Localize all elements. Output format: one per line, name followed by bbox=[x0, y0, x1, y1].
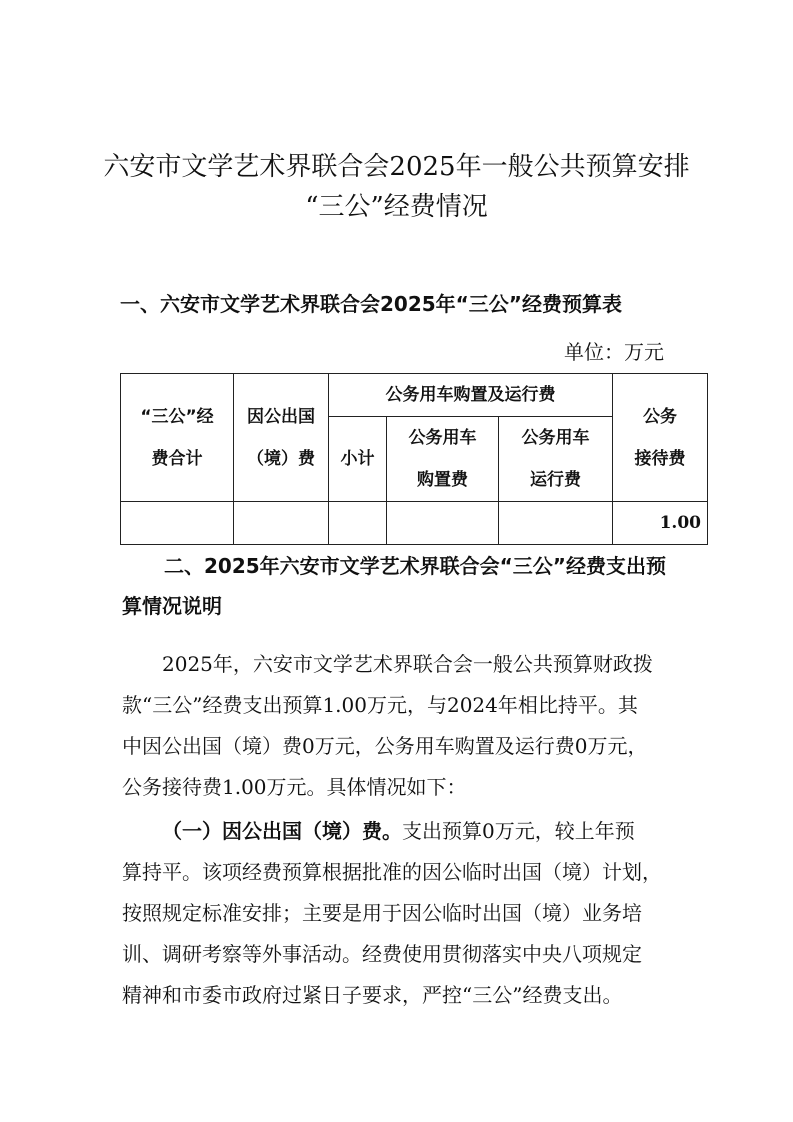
paragraph-line: 按照规定标准安排；主要是用于因公临时出国（境）业务培 bbox=[122, 901, 642, 925]
header-total-line2: 费合计 bbox=[151, 448, 203, 469]
cell-total bbox=[121, 502, 234, 545]
paragraph-abroad bbox=[122, 811, 682, 1016]
paragraph-line: 中因公出国（境）费0万元，公务用车购置及运行费0万元， bbox=[122, 734, 648, 758]
cell-car-run bbox=[499, 502, 613, 545]
paragraph-line: 公务接待费1.00万元。具体情况如下： bbox=[122, 775, 467, 799]
paragraph-line: 算持平。该项经费预算根据批准的因公临时出国（境）计划， bbox=[122, 860, 662, 884]
header-car-buy-line2: 购置费 bbox=[417, 470, 468, 490]
header-reception-line2: 接待费 bbox=[634, 448, 686, 469]
header-total bbox=[121, 374, 234, 502]
header-reception-line1: 公务 bbox=[643, 406, 677, 427]
header-reception bbox=[613, 374, 708, 502]
unit-label: 单位：万元 bbox=[564, 340, 664, 364]
paragraph-line: 精神和市委市政府过紧日子要求，严控“三公”经费支出。 bbox=[122, 983, 623, 1007]
header-car-group: 公务用车购置及运行费 bbox=[329, 374, 613, 417]
cell-subtotal bbox=[329, 502, 387, 545]
cell-reception: 1.00 bbox=[613, 502, 708, 545]
paragraph-line: 训、调研考察等外事活动。经费使用贯彻落实中央八项规定 bbox=[122, 942, 642, 966]
table-row bbox=[121, 502, 708, 545]
header-car-buy-line1: 公务用车 bbox=[408, 428, 477, 448]
paragraph-lead: （一）因公出国（境）费。 bbox=[162, 819, 402, 843]
paragraph-line-rest: 支出预算0万元，较上年预 bbox=[402, 819, 635, 843]
cell-car-buy bbox=[387, 502, 499, 545]
header-car-run bbox=[499, 417, 613, 502]
document-title-line-1: 六安市文学艺术界联合会2025年一般公共预算安排 bbox=[103, 152, 690, 182]
header-subtotal: 小计 bbox=[329, 417, 387, 502]
header-abroad-line1: 因公出国 bbox=[247, 406, 315, 427]
section-1-heading: 一、六安市文学艺术界联合会2025年“三公”经费预算表 bbox=[120, 292, 622, 316]
header-car-run-line1: 公务用车 bbox=[521, 428, 590, 448]
document-title-line-2: “三公”经费情况 bbox=[305, 192, 488, 222]
header-car-buy bbox=[387, 417, 499, 502]
section-2-heading: 二、2025年六安市文学艺术界联合会“三公”经费支出预算情况说明 bbox=[122, 554, 666, 618]
header-abroad-line2: （境）费 bbox=[247, 448, 315, 469]
paragraph-line bbox=[122, 811, 682, 852]
cell-abroad bbox=[234, 502, 329, 545]
paragraph-summary bbox=[122, 644, 682, 808]
header-car-run-line2: 运行费 bbox=[530, 470, 581, 490]
header-total-line1: “三公”经 bbox=[140, 406, 214, 427]
paragraph-line: 款“三公”经费支出预算1.00万元，与2024年相比持平。其 bbox=[122, 693, 638, 717]
paragraph-line: 2025年，六安市文学艺术界联合会一般公共预算财政拨 bbox=[162, 652, 653, 676]
budget-table bbox=[120, 373, 708, 545]
header-abroad bbox=[234, 374, 329, 502]
